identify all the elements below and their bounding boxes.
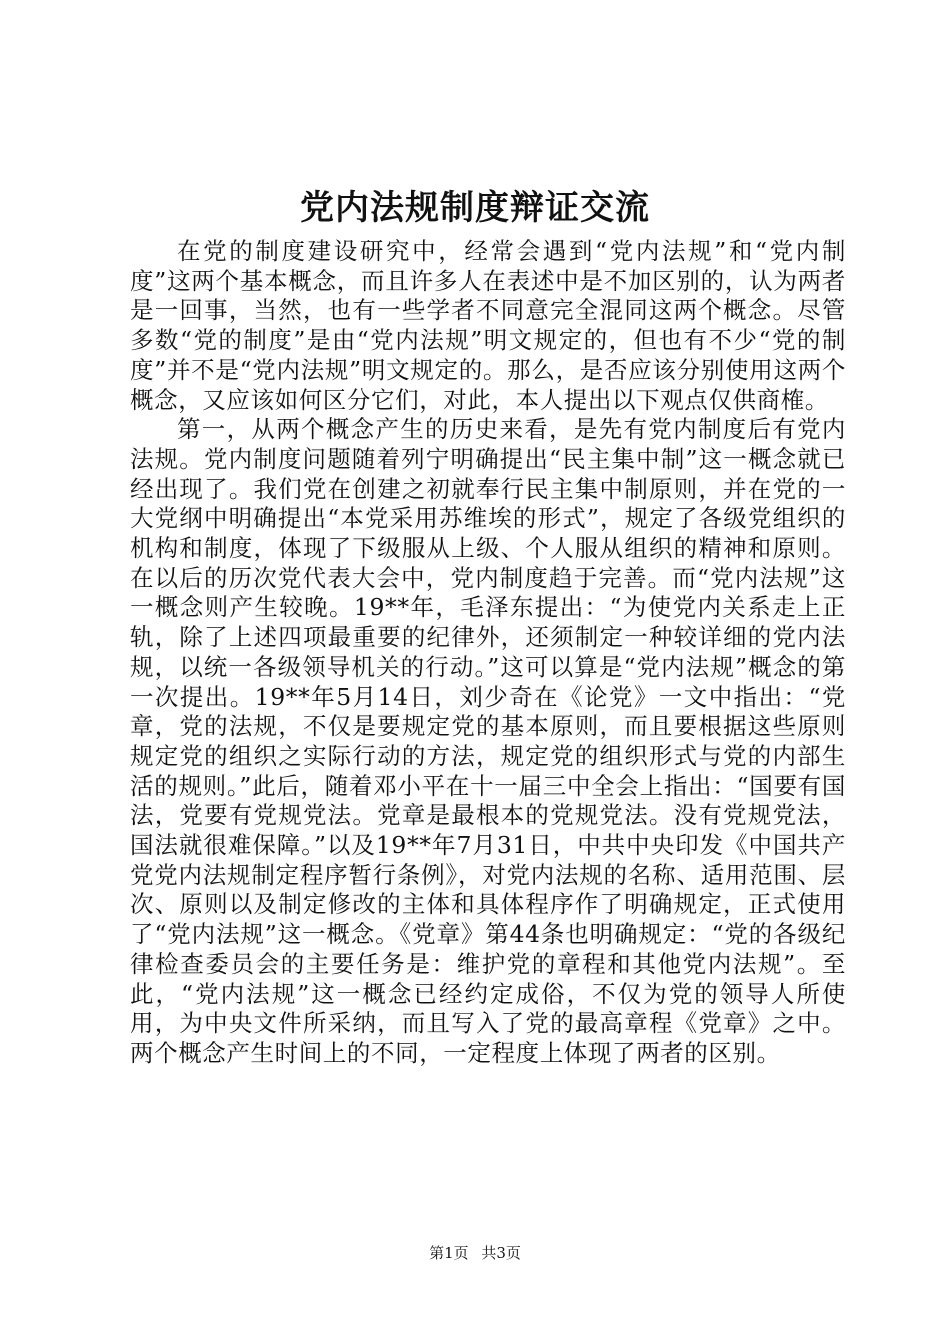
page-total: 共3页 (481, 1244, 521, 1262)
page-footer (0, 1243, 950, 1263)
paragraph-intro: 在党的制度建设研究中，经常会遇到“党内法规”和“党内制度”这两个基本概念，而且许多人在表述中是不加区别的，认为两者是一回事，当然，也有一些学者不同意完全混同这两个概念。尽管多数“党的制度”是由“党内法规”明文规定的，但也有不少“党的制度”并不是“党内法规”明文规定的。那么，是否应该分别使用这两个概念，又应该如何区分它们，对此，本人提出以下观点仅供商榷。 (130, 237, 846, 414)
page-number: 第1页 (429, 1244, 469, 1262)
document-title: 党内法规制度辩证交流 (300, 188, 650, 228)
document-body (130, 237, 846, 1069)
paragraph-first-point: 第一，从两个概念产生的历史来看，是先有党内制度后有党内法规。党内制度问题随着列宁明确提出“民主集中制”这一概念就已经出现了。我们党在创建之初就奉行民主集中制原则，并在党的一大党纲中明确提出“本党采用苏维埃的形式”，规定了各级党组织的机构和制度，体现了下级服从上级、个人服从组织的精神和原则。在以后的历次党代表大会中，党内制度趋于完善。而“党内法规”这一概念则产生较晚。19**年，毛泽东提出：“为使党内关系走上正轨，除了上述四项最重要的纪律外，还须制定一种较详细的党内法规，以统一各级领导机关的行动。”这可以算是“党内法规”概念的第一次提出。19**年5月14日，刘少奇在《论党》一文中指出：“党章，党的法规，不仅是要规定党的基本原则，而且要根据这些原则规定党的组织之实际行动的方法，规定党的组织形式与党的内部生活的规则。”此后，随着邓小平在十一届三中全会上指出：“国要有国法，党要有党规党法。党章是最根本的党规党法。没有党规党法，国法就很难保障。”以及19**年7月31日，中共中央印发《中国共产党党内法规制定程序暂行条例》，对党内法规的名称、适用范围、层次、原则以及制定修改的主体和具体程序作了明确规定，正式使用了“党内法规”这一概念。《党章》第44条也明确规定：“党的各级纪律检查委员会的主要任务是：维护党的章程和其他党内法规”。至此，“党内法规”这一概念已经约定成俗，不仅为党的领导人所使用，为中央文件所采纳，而且写入了党的最高章程《党章》之中。两个概念产生时间上的不同，一定程度上体现了两者的区别。 (130, 415, 846, 1067)
